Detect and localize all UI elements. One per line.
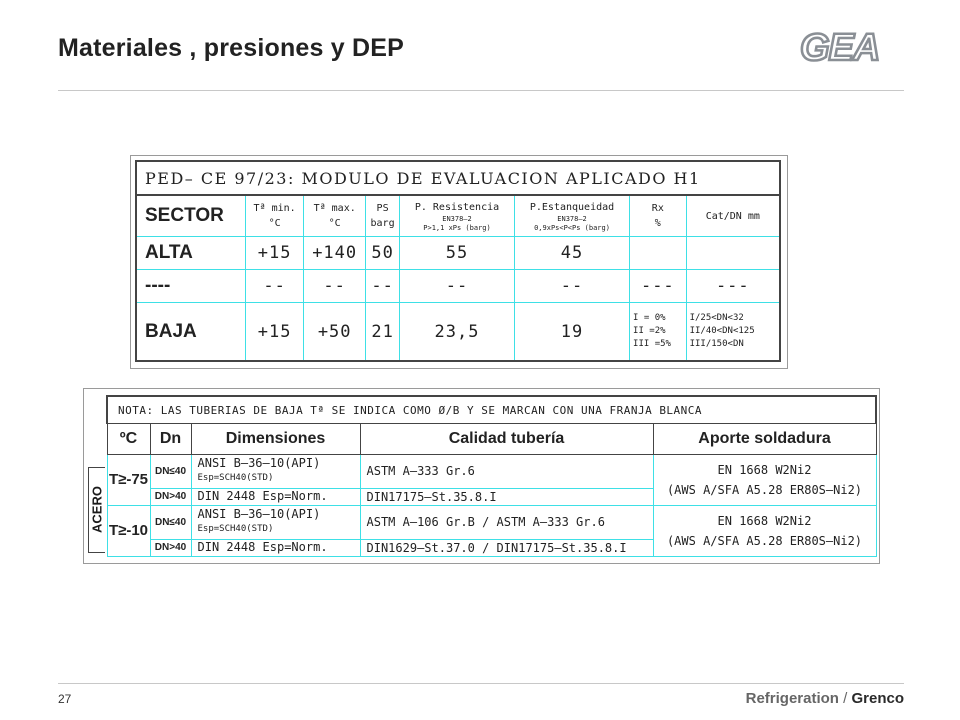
- sector-cell: BAJA: [136, 303, 246, 361]
- ped-table-title: PED– CE 97/23: MODULO DE EVALUACION APLICADO H1: [136, 161, 780, 195]
- pipe-row: [107, 455, 876, 489]
- tmin-cell: +15: [246, 237, 304, 270]
- temp-cell: T≥-75: [107, 455, 150, 506]
- header-calidad: Calidad tubería: [360, 424, 653, 455]
- dimensiones-cell: ANSI B–36–10(API) Esp=SCH40(STD): [191, 455, 360, 489]
- p-resistencia-cell: 55: [399, 237, 514, 270]
- svg-text:GEA: GEA: [800, 28, 880, 68]
- tmax-cell: --: [304, 270, 366, 303]
- tmax-cell: +140: [304, 237, 366, 270]
- header-dn: Dn: [150, 424, 191, 455]
- calidad-cell: DIN17175–St.35.8.I: [360, 488, 653, 505]
- dimensiones-cell: ANSI B–36–10(API) Esp=SCH40(STD): [191, 505, 360, 539]
- footer-right: Grenco: [851, 690, 904, 707]
- ped-row-baja: [136, 303, 780, 361]
- p-estanqueidad-cell: 45: [515, 237, 630, 270]
- ped-table-image: [130, 155, 788, 369]
- p-estanqueidad-cell: --: [515, 270, 630, 303]
- ped-header-row: [136, 195, 780, 237]
- header-ps: PS barg: [366, 195, 400, 237]
- calidad-cell: ASTM A–333 Gr.6: [360, 455, 653, 489]
- header-tmax: Tª max. °C: [304, 195, 366, 237]
- temp-cell: T≥-10: [107, 505, 150, 556]
- nota-text: NOTA: LAS TUBERIAS DE BAJA Tª SE INDICA COMO Ø/B Y SE MARCAN CON UNA FRANJA BLANCA: [107, 396, 876, 424]
- dn-cell: DN≤40: [150, 455, 191, 489]
- sector-cell: ----: [136, 270, 246, 303]
- cat-dn-cell: ---: [686, 270, 780, 303]
- header-tmin: Tª min. °C: [246, 195, 304, 237]
- rx-cell: ---: [630, 270, 687, 303]
- ps-cell: 50: [366, 237, 400, 270]
- dn-cell: DN≤40: [150, 505, 191, 539]
- tmin-cell: --: [246, 270, 304, 303]
- header-cat-dn: Cat/DN mm: [686, 195, 780, 237]
- header-temp: ºC: [107, 424, 150, 455]
- tmax-cell: +50: [304, 303, 366, 361]
- acero-label: ACERO: [88, 467, 105, 553]
- ped-table: [135, 160, 781, 362]
- header-rx: Rx %: [630, 195, 687, 237]
- rx-cell: [630, 237, 687, 270]
- header-p-estanqueidad: P.Estanqueidad EN378–2 0,9xPs<P<Ps (barg): [515, 195, 630, 237]
- ped-row-alta: [136, 237, 780, 270]
- calidad-cell: ASTM A–106 Gr.B / ASTM A–333 Gr.6: [360, 505, 653, 539]
- header-aporte: Aporte soldadura: [653, 424, 876, 455]
- calidad-cell: DIN1629–St.37.0 / DIN17175–St.35.8.I: [360, 539, 653, 556]
- dimensiones-cell: DIN 2448 Esp=Norm.: [191, 488, 360, 505]
- dn-cell: DN>40: [150, 488, 191, 505]
- pipe-table: [106, 395, 877, 557]
- header-divider: [58, 90, 904, 91]
- slide-title: Materiales , presiones y DEP: [58, 34, 405, 62]
- ps-cell: 21: [366, 303, 400, 361]
- footer-separator: /: [838, 690, 852, 707]
- pipe-table-image: [83, 388, 880, 564]
- ps-cell: --: [366, 270, 400, 303]
- p-estanqueidad-cell: 19: [515, 303, 630, 361]
- footer-divider: [58, 683, 904, 684]
- ped-row-separator: [136, 270, 780, 303]
- sector-cell: ALTA: [136, 237, 246, 270]
- p-resistencia-cell: --: [399, 270, 514, 303]
- tmin-cell: +15: [246, 303, 304, 361]
- pipe-header-row: [107, 424, 876, 455]
- header-sector: SECTOR: [136, 195, 246, 237]
- footer-left: Refrigeration: [745, 690, 839, 707]
- cat-dn-cell: I/25<DN<32 II/40<DN<125 III/150<DN: [686, 303, 780, 361]
- rx-cell: I = 0% II =2% III =5%: [630, 303, 687, 361]
- dimensiones-cell: DIN 2448 Esp=Norm.: [191, 539, 360, 556]
- page-number: 27: [58, 692, 72, 706]
- header-p-resistencia: P. Resistencia EN378–2 P>1,1 xPs (barg): [399, 195, 514, 237]
- pipe-row: [107, 505, 876, 539]
- header-dimensiones: Dimensiones: [191, 424, 360, 455]
- gea-logo: [798, 28, 908, 68]
- aporte-cell: EN 1668 W2Ni2 (AWS A/SFA A5.28 ER80S–Ni2): [653, 455, 876, 506]
- footer-brand: [746, 690, 904, 707]
- aporte-cell: EN 1668 W2Ni2 (AWS A/SFA A5.28 ER80S–Ni2): [653, 505, 876, 556]
- cat-dn-cell: [686, 237, 780, 270]
- p-resistencia-cell: 23,5: [399, 303, 514, 361]
- dn-cell: DN>40: [150, 539, 191, 556]
